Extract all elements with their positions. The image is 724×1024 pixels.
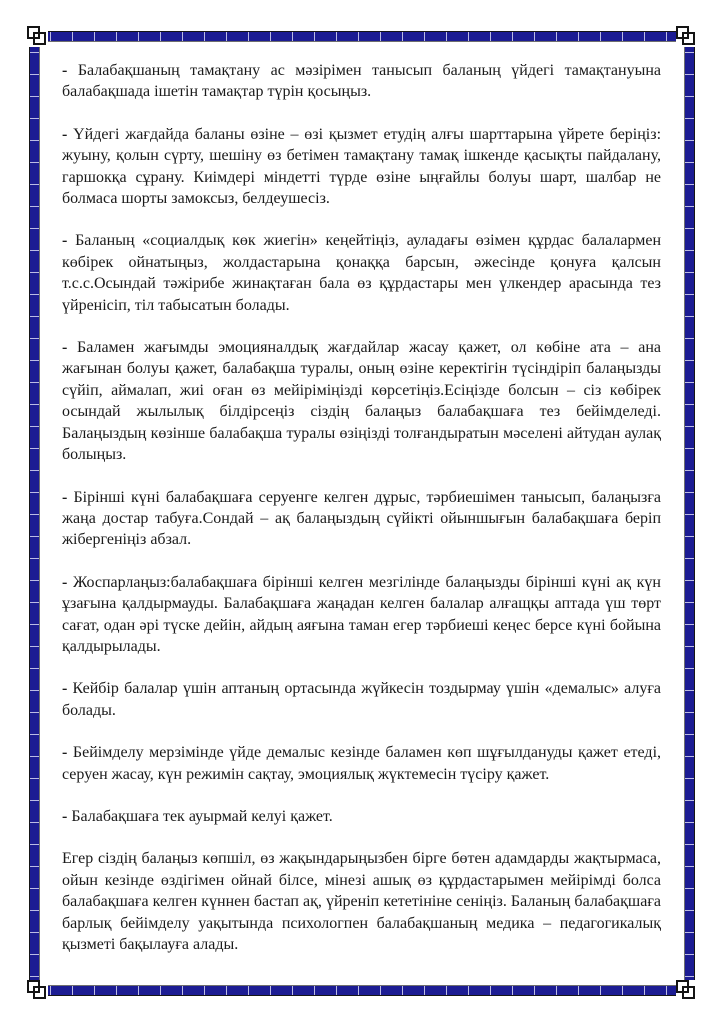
bullet-dash: - <box>62 488 68 506</box>
paragraph-text: Балабақшаға тек ауырмай келуі қажет. <box>71 807 333 825</box>
paragraph-text: Егер сіздің балаңыз көпшіл, өз жақындарыңызбен бірге бөтен адамдарды жақтырмаса, ойын кезінде өздігімен ойнай білсе, мінезі ашық өз құрдастарымен мейірімді болса балабақшаға келген күннен бастап ақ, үйреніп кететініне сеніңіз. Баланың балабақшаға барлық бейімделу уақытында психологпен балабақшаның медика – педагогикалық қызметі бақылауға алады. <box>62 850 661 953</box>
paragraph-text: Үйдегі жағдайда баланы өзіне – өзі қызмет етудің алғы шарттарына үйрете беріңіз: жуыну, қолын сүрту, шешіну өз бетімен тамақтану тамақ ішкенде қасықты пайдалану, гаршокқа сұрану. Киімдері міндетті түрде өзіне ыңғайлы болуы шарт, шалбар не болмаса шорты замоксыз, белдеушесіз. <box>62 125 662 208</box>
bullet-dash: - <box>62 680 68 698</box>
paragraph <box>62 487 661 551</box>
bullet-dash: - <box>62 232 68 250</box>
paragraph-text: Бейімделу мерзімінде үйде демалыс кезінде баламен көп шұғылдануды қажет етеді, серуен жасау, күн режимін сақтау, эмоциялық жүктемесін түсіру қажет. <box>62 744 662 783</box>
border-band-top <box>29 31 695 42</box>
bullet-dash: - <box>62 573 68 591</box>
bullet-dash: - <box>62 339 68 357</box>
corner-ornament-top-right <box>676 26 697 47</box>
paragraph <box>62 60 661 103</box>
border-band-right <box>684 31 695 996</box>
paragraph <box>62 848 661 955</box>
corner-ornament-bottom-right <box>676 980 697 1001</box>
paragraph <box>62 806 661 827</box>
border-band-left <box>29 31 40 996</box>
paragraph <box>62 742 661 785</box>
paragraph <box>62 337 661 465</box>
paragraph <box>62 124 661 210</box>
paragraph <box>62 230 661 316</box>
ornament-square-icon <box>33 986 46 999</box>
ornament-square-icon <box>682 986 695 999</box>
corner-ornament-top-left <box>27 26 48 47</box>
bullet-dash: - <box>62 62 68 79</box>
paragraph-text: Баланың «социалдық көк жиегін» кеңейтіңіз, ауладағы өзімен құрдас балалармен көбірек ойнатыңыз, жолдастарына қонаққа барсын, әжесінде қонуға қалсын т.с.с.Осындай тәжірибе жинақтаған бала өз құрдастары мен үлкендер арасында тез үйренісіп, тіл табысатын болады. <box>62 232 662 314</box>
paragraph-text: Бірінші күні балабақшаға серуенге келген дұрыс, тәрбиешімен танысып, балаңызға жаңа достар табуға.Сондай – ақ балаңыздың сүйікті ойыншығын балабақшаға беріп жібергеніңіз абзал. <box>62 488 661 549</box>
corner-ornament-bottom-left <box>27 980 48 1001</box>
document-text <box>62 60 661 976</box>
paragraph-text: Баламен жағымды эмоцияналдық жағдайлар жасау қажет, ол көбіне ата – ана жағынан болуы қажет, балабақша туралы, оның өзіне керектігін түсіндіріп балаңызды сүйіп, аймалап, жиі оған өз мейіріміңізді көрсетіңіз.Есіңізде болсын – сіз көбірек осындай жылылық білдірсеңіз сіздің балаңыз балабақшаға тез бейімделеді. Балаңыздың көзінше балабақша туралы өзіңізді толғандыратын мәселені айтудан аулақ болыңыз. <box>62 339 662 464</box>
bullet-dash: - <box>62 807 68 825</box>
bullet-dash: - <box>62 125 68 143</box>
ornament-square-icon <box>682 32 695 45</box>
bullet-dash: - <box>62 744 68 762</box>
paragraph-text: Кейбір балалар үшін аптаның ортасында жүйкесін тоздырмау үшін «демалыс» алуға болады. <box>62 680 662 719</box>
paragraph-text: Балабақшаның тамақтану ас мәзірімен танысып баланың үйдегі тамақтануына балабақшада ішетін тамақтар түрін қосыңыз. <box>62 62 662 101</box>
paragraph-text: Жоспарлаңыз:балабақшаға бірінші келген мезгілінде балаңызды бірінші күні ақ күн ұзағына қалдырмауды. Балабақшаға жаңадан келген балалар алғащқы аптада үш төрт сағат, одан әрі түске дейін, айдың аяғына таман егер тәрбиеші кеңес берсе күні бойына қалдырылады. <box>62 573 661 655</box>
border-band-bottom <box>29 985 695 996</box>
paragraph <box>62 572 661 658</box>
paragraph <box>62 678 661 721</box>
ornament-square-icon <box>33 32 46 45</box>
